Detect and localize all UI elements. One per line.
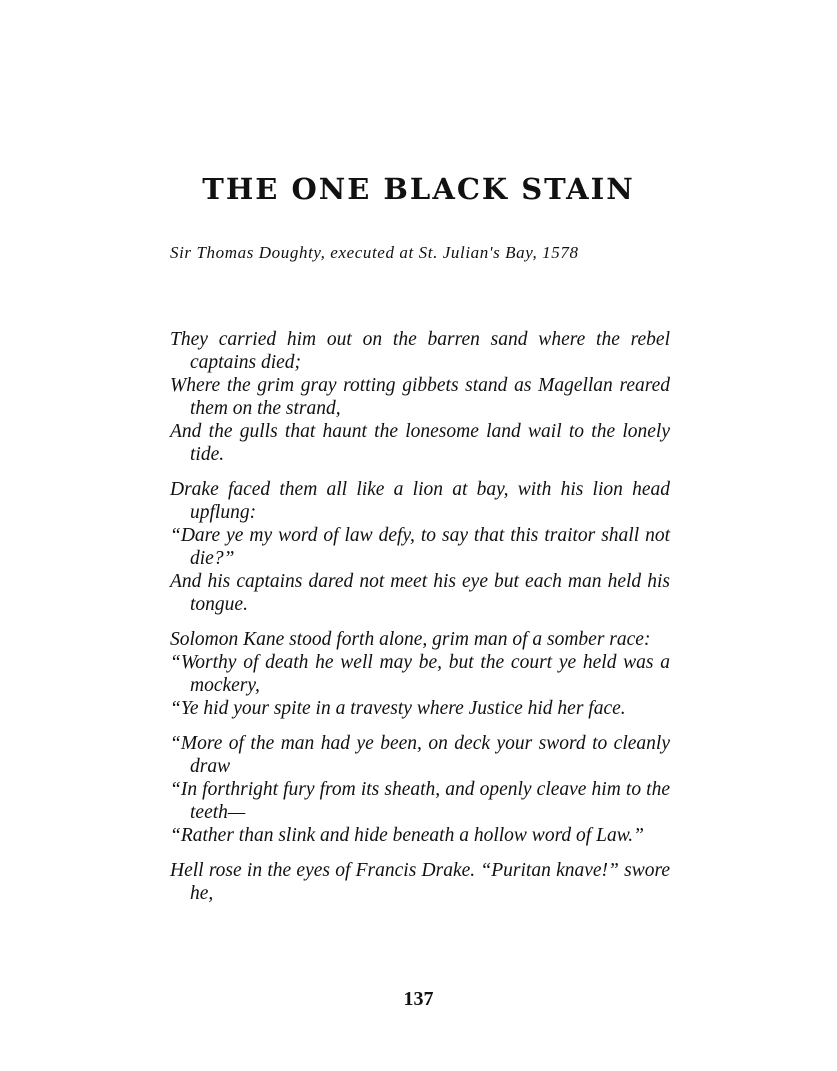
poem-line: They carried him out on the barren sand where the rebel captains died;: [170, 329, 670, 373]
poem-line: “Ye hid your spite in a travesty where Justice hid her face.: [170, 698, 626, 719]
poem-line: Drake faced them all like a lion at bay, with his lion head upflung:: [170, 479, 670, 523]
poem-body: [170, 328, 670, 917]
poem-subtitle: Sir Thomas Doughty, executed at St. Julian's Bay, 1578: [170, 243, 579, 262]
poem-line: And his captains dared not meet his eye but each man held his tongue.: [170, 571, 670, 615]
poem-line: Solomon Kane stood forth alone, grim man of a somber race:: [170, 629, 651, 650]
poem-line: Where the grim gray rotting gibbets stand as Magellan reared them on the strand,: [170, 375, 670, 419]
poem-line: Hell rose in the eyes of Francis Drake. “Puritan knave!” swore he,: [170, 860, 670, 904]
poem-line: “Dare ye my word of law defy, to say that this traitor shall not die?”: [170, 525, 670, 569]
stanza-5: [170, 859, 670, 905]
poem-line: “Rather than slink and hide beneath a hollow word of Law.”: [170, 825, 644, 846]
stanza-2: [170, 478, 670, 616]
stanza-4: [170, 732, 670, 847]
poem-title: THE ONE BLACK STAIN: [202, 172, 635, 206]
poem-line: And the gulls that haunt the lonesome land wail to the lonely tide.: [170, 421, 670, 465]
page-number: 137: [403, 988, 434, 1010]
poem-line: “Worthy of death he well may be, but the court ye held was a mockery,: [170, 652, 670, 696]
stanza-1: [170, 328, 670, 466]
poem-line: “In forthright fury from its sheath, and openly cleave him to the teeth—: [170, 779, 670, 823]
stanza-3: [170, 628, 670, 720]
poem-line: “More of the man had ye been, on deck your sword to cleanly draw: [170, 733, 670, 777]
